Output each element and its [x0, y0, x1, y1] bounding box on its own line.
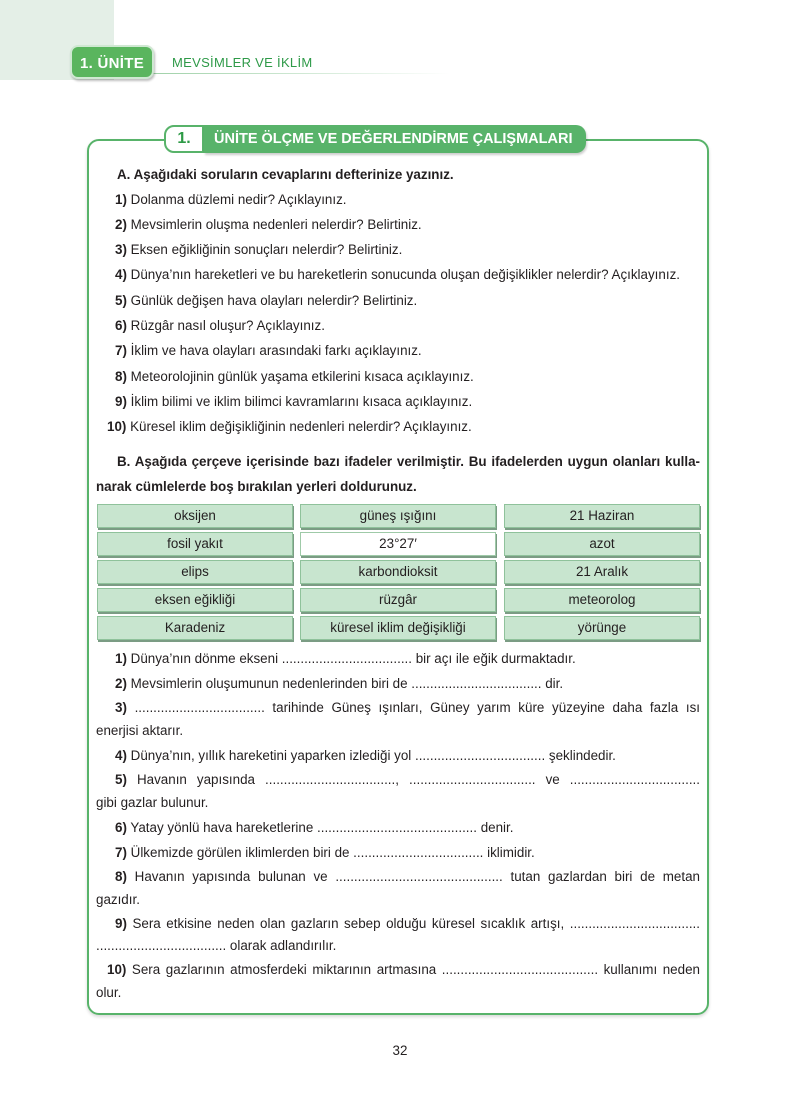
word-cell: rüzgâr: [300, 588, 496, 612]
word-cell: fosil yakıt: [97, 532, 293, 556]
fill-question-5: 5) Havanın yapısında ..................................., .................................. ve ...................................: [115, 772, 700, 787]
fill-question-1: 1) Dünya’nın dönme ekseni ................................... bir açı ile eğik durmaktadır.: [115, 651, 576, 666]
word-cell: küresel iklim değişikliği: [300, 616, 496, 640]
unit-badge: 1. ÜNİTE: [70, 45, 154, 79]
fill-question-9: 9) Sera etkisine neden olan gazların sebep olduğu küresel sıcaklık artışı, ...................................: [115, 916, 700, 931]
fill-question-2: 2) Mevsimlerin oluşumunun nedenlerinden biri de ................................... dir.: [115, 676, 564, 691]
word-cell: güneş ışığını: [300, 504, 496, 528]
fill-question-9-cont: ................................... olarak adlandırılır.: [96, 938, 337, 953]
word-cell: meteorolog: [504, 588, 700, 612]
question-a-3: 3) Eksen eğikliğinin sonuçları nelerdir? Belirtiniz.: [115, 242, 403, 257]
banner-title: ÜNİTE ÖLÇME VE DEĞERLENDİRME ÇALIŞMALARI: [204, 125, 586, 153]
section-b-heading-2: narak cümlelerde boş bırakılan yerleri doldurunuz.: [96, 479, 417, 494]
fill-question-10-cont: olur.: [96, 985, 122, 1000]
question-a-6: 6) Rüzgâr nasıl oluşur? Açıklayınız.: [115, 318, 325, 333]
fill-question-3-cont: enerjisi aktarır.: [96, 723, 184, 738]
fill-question-7: 7) Ülkemizde görülen iklimlerden biri de ................................... iklimidir.: [115, 845, 535, 860]
question-a-8: 8) Meteorolojinin günlük yaşama etkilerini kısaca açıklayınız.: [115, 369, 474, 384]
page-number: 32: [392, 1043, 408, 1058]
fill-question-4: 4) Dünya’nın, yıllık hareketini yaparken izlediği yol ................................... şeklindedir.: [115, 748, 616, 763]
word-cell: Karadeniz: [97, 616, 293, 640]
question-a-4: 4) Dünya’nın hareketleri ve bu hareketlerin sonucunda oluşan değişiklikler nelerdir? Açıklayınız.: [115, 267, 680, 282]
header-divider: [150, 73, 450, 74]
banner-number: 1.: [164, 125, 204, 153]
word-cell: 23°27′: [300, 532, 496, 556]
question-a-7: 7) İklim ve hava olayları arasındaki farkı açıklayınız.: [115, 343, 422, 358]
word-cell: elips: [97, 560, 293, 584]
word-cell: 21 Haziran: [504, 504, 700, 528]
fill-question-8: 8) Havanın yapısında bulunan ve ............................................. tutan gazlardan biri de metan: [115, 869, 700, 884]
fill-question-3: 3) ................................... tarihinde Güneş ışınları, Güney yarım küre yüzeyine daha fazla ısı: [115, 700, 700, 715]
question-a-5: 5) Günlük değişen hava olayları nelerdir? Belirtiniz.: [115, 293, 418, 308]
word-cell: yörünge: [504, 616, 700, 640]
question-a-1: 1) Dolanma düzlemi nedir? Açıklayınız.: [115, 192, 347, 207]
section-b-heading: B. Aşağıda çerçeve içerisinde bazı ifadeler verilmiştir. Bu ifadelerden uygun olanları kulla-: [117, 454, 700, 469]
fill-question-6: 6) Yatay yönlü hava hareketlerine ........................................... denir.: [115, 820, 514, 835]
section-banner: [164, 124, 586, 154]
fill-question-8-cont: gazıdır.: [96, 892, 140, 907]
word-cell: oksijen: [97, 504, 293, 528]
word-cell: karbondioksit: [300, 560, 496, 584]
question-a-10: 10) Küresel iklim değişikliğinin nedenleri nelerdir? Açıklayınız.: [107, 419, 472, 434]
question-a-2: 2) Mevsimlerin oluşma nedenleri nelerdir? Belirtiniz.: [115, 217, 422, 232]
word-cell: azot: [504, 532, 700, 556]
fill-question-5-cont: gibi gazlar bulunur.: [96, 795, 209, 810]
section-a-heading: A. Aşağıdaki soruların cevaplarını defterinize yazınız.: [117, 167, 454, 182]
question-a-9: 9) İklim bilimi ve iklim bilimci kavramlarını kısaca açıklayınız.: [115, 394, 473, 409]
word-cell: 21 Aralık: [504, 560, 700, 584]
fill-question-10: 10) Sera gazlarının atmosferdeki miktarının artmasına .......................................... kullanımı neden: [107, 962, 700, 977]
word-cell: eksen eğikliği: [97, 588, 293, 612]
unit-title: MEVSİMLER VE İKLİM: [172, 55, 313, 70]
